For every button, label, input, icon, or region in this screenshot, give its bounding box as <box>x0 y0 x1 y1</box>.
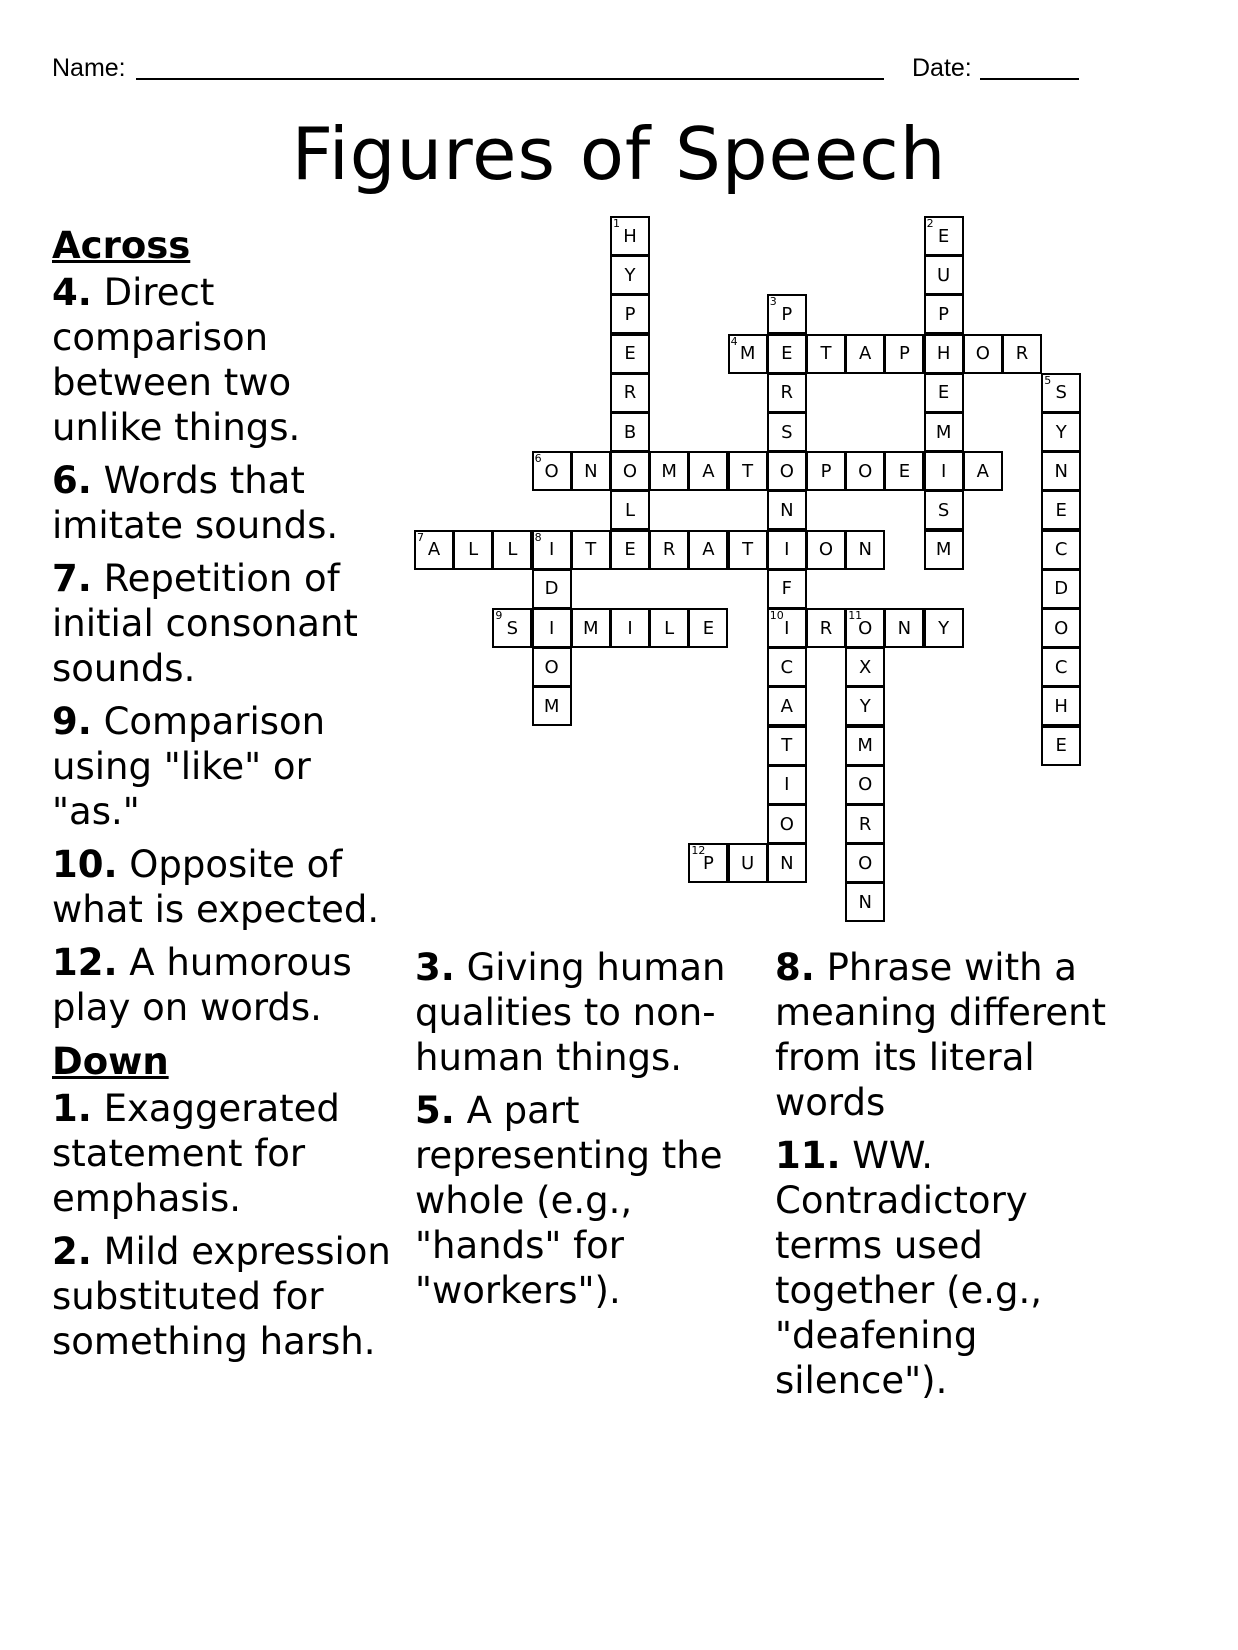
grid-cell[interactable] <box>767 804 807 844</box>
grid-cell[interactable] <box>845 804 885 844</box>
grid-cell[interactable] <box>845 882 885 922</box>
cell-letter: N <box>584 460 598 482</box>
cell-letter: L <box>624 499 636 521</box>
grid-cell[interactable] <box>845 726 885 766</box>
date-label: Date: <box>912 54 972 82</box>
grid-cell[interactable] <box>688 530 728 570</box>
down-clue-list <box>415 945 750 1313</box>
grid-cell[interactable] <box>924 530 964 570</box>
cell-letter: P <box>702 852 714 874</box>
grid-cell[interactable] <box>924 255 964 295</box>
cell-letter: A <box>976 460 989 482</box>
clue-number: 7. <box>52 557 92 600</box>
cell-letter: E <box>702 617 715 639</box>
grid-cell[interactable] <box>767 412 807 452</box>
clue-number: 3. <box>415 946 455 989</box>
clue-number: 1. <box>52 1087 92 1130</box>
grid-cell[interactable] <box>767 726 807 766</box>
cell-letter: O <box>1054 617 1069 639</box>
grid-cell[interactable] <box>845 530 885 570</box>
grid-cell[interactable] <box>649 530 689 570</box>
cell-letter: O <box>858 852 873 874</box>
cell-letter: O <box>858 460 873 482</box>
grid-cell[interactable] <box>610 530 650 570</box>
grid-cell[interactable] <box>845 686 885 726</box>
grid-cell[interactable] <box>1041 490 1081 530</box>
cell-letter: E <box>1055 735 1067 757</box>
cell-letter: M <box>935 421 952 443</box>
grid-cell[interactable] <box>767 294 807 334</box>
clue-text: WW. Contradictory terms used together (e.g., "deafening silence"). <box>775 1134 1043 1402</box>
clue-item <box>52 458 402 548</box>
cell-letter: A <box>780 695 793 717</box>
cell-letter: N <box>780 852 794 874</box>
cell-letter: U <box>937 264 951 286</box>
cell-letter: P <box>938 303 950 325</box>
cell-letter: R <box>819 617 833 639</box>
cell-letter: O <box>779 460 794 482</box>
grid-cell[interactable] <box>845 765 885 805</box>
cell-letter: E <box>937 225 950 247</box>
grid-cell[interactable] <box>924 608 964 648</box>
cell-letter: X <box>859 656 872 678</box>
cell-letter: P <box>898 343 910 365</box>
grid-cell[interactable] <box>924 294 964 334</box>
grid-cell[interactable] <box>610 373 650 413</box>
cell-letter: N <box>1054 460 1068 482</box>
cell-letter: S <box>1055 382 1067 404</box>
cell-letter: Y <box>938 617 950 639</box>
clue-number: 5. <box>415 1089 455 1132</box>
cell-letter: Y <box>1055 421 1067 443</box>
cell-letter: T <box>781 735 793 757</box>
across-heading: Across <box>52 224 191 267</box>
cell-letter: P <box>624 303 636 325</box>
clue-text: Comparison using "like" or "as." <box>52 700 326 833</box>
grid-cell[interactable] <box>924 373 964 413</box>
cell-letter: C <box>1054 539 1068 561</box>
cell-letter: E <box>624 343 636 365</box>
grid-cell[interactable] <box>884 608 924 648</box>
clue-number: 2. <box>52 1230 92 1273</box>
clue-text: Opposite of what is expected. <box>52 843 380 931</box>
grid-cell[interactable] <box>1041 530 1081 570</box>
cell-number: 9 <box>495 609 503 622</box>
cell-letter: T <box>742 539 754 561</box>
cell-letter: D <box>544 578 559 600</box>
cell-letter: P <box>781 303 793 325</box>
cell-letter: L <box>664 617 675 639</box>
cell-letter: O <box>544 460 559 482</box>
cell-letter: S <box>937 499 950 521</box>
grid-cell[interactable] <box>963 451 1003 491</box>
grid-cell[interactable] <box>610 255 650 295</box>
grid-cell[interactable] <box>649 451 689 491</box>
cell-letter: A <box>859 343 872 365</box>
clue-number: 8. <box>775 946 815 989</box>
down-clue-list <box>52 1086 402 1364</box>
grid-cell[interactable] <box>767 569 807 609</box>
cell-number: 8 <box>534 530 542 544</box>
cell-letter: T <box>742 460 754 482</box>
grid-cell[interactable] <box>571 451 611 491</box>
grid-cell[interactable] <box>845 334 885 374</box>
cell-letter: H <box>623 225 637 247</box>
cell-number: 4 <box>730 334 738 348</box>
cell-letter: I <box>784 617 790 639</box>
grid-cell[interactable] <box>610 216 650 256</box>
clue-text: Phrase with a meaning different from its literal words <box>775 946 1107 1124</box>
grid-cell[interactable] <box>845 608 885 648</box>
date-line[interactable] <box>980 78 1079 80</box>
clue-text: Words that imitate sounds. <box>52 459 339 547</box>
cell-letter: L <box>507 539 518 561</box>
clue-item <box>415 945 750 1080</box>
cell-letter: M <box>583 617 599 639</box>
grid-cell[interactable] <box>845 647 885 687</box>
clue-item <box>52 1086 402 1221</box>
cell-letter: M <box>661 460 677 482</box>
cell-letter: B <box>623 421 637 443</box>
cell-letter: A <box>702 539 715 561</box>
cell-letter: E <box>937 382 950 404</box>
grid-cell[interactable] <box>1041 412 1081 452</box>
cell-letter: E <box>624 539 636 561</box>
grid-cell[interactable] <box>1041 373 1081 413</box>
grid-cell[interactable] <box>1041 686 1081 726</box>
grid-cell[interactable] <box>1041 726 1081 766</box>
cell-letter: O <box>622 460 638 482</box>
page-title: Figures of Speech <box>291 112 947 196</box>
clue-item <box>775 945 1125 1125</box>
grid-cell[interactable] <box>767 490 807 530</box>
clue-item <box>52 699 402 834</box>
grid-cell[interactable] <box>688 843 728 883</box>
grid-cell[interactable] <box>767 843 807 883</box>
clue-number: 10. <box>52 843 118 886</box>
cell-letter: O <box>858 774 873 796</box>
grid-cell[interactable] <box>728 451 768 491</box>
cell-letter: N <box>897 617 912 639</box>
clue-item <box>52 556 402 691</box>
grid-cell[interactable] <box>688 608 728 648</box>
clue-text: A part representing the whole (e.g., "hands" for "workers"). <box>415 1089 723 1312</box>
grid-cell[interactable] <box>610 334 650 374</box>
grid-cell[interactable] <box>532 647 572 687</box>
cell-letter: M <box>857 735 873 757</box>
clue-text: A humorous play on words. <box>52 941 352 1029</box>
cell-letter: C <box>780 656 794 678</box>
cell-letter: N <box>858 539 872 561</box>
cell-letter: C <box>1054 656 1068 678</box>
cell-letter: R <box>662 539 676 561</box>
cell-number: 12 <box>691 844 706 858</box>
clue-number: 11. <box>775 1134 841 1177</box>
cell-letter: M <box>935 539 952 561</box>
cell-number: 2 <box>926 217 934 230</box>
clue-text: Direct comparison between two unlike things. <box>52 271 301 449</box>
cell-letter: N <box>858 891 872 913</box>
cell-letter: M <box>739 343 756 365</box>
name-line[interactable] <box>136 78 884 80</box>
grid-cell[interactable] <box>610 490 650 530</box>
grid-cell[interactable] <box>924 490 964 530</box>
cell-letter: O <box>818 539 834 561</box>
down-heading: Down <box>52 1040 169 1083</box>
cell-letter: I <box>548 539 555 561</box>
cell-letter: I <box>784 774 790 796</box>
grid-cell[interactable] <box>845 451 885 491</box>
grid-cell[interactable] <box>1041 451 1081 491</box>
cell-letter: N <box>780 499 794 521</box>
grid-cell[interactable] <box>1041 647 1081 687</box>
grid-cell[interactable] <box>1041 608 1081 648</box>
grid-cell[interactable] <box>1002 334 1042 374</box>
clue-text: Exaggerated statement for emphasis. <box>52 1087 340 1220</box>
grid-cell[interactable] <box>571 530 611 570</box>
grid-cell[interactable] <box>453 530 493 570</box>
cell-letter: O <box>779 813 794 835</box>
cell-number: 6 <box>534 452 542 466</box>
grid-cell[interactable] <box>492 530 532 570</box>
grid-cell[interactable] <box>767 686 807 726</box>
grid-cell[interactable] <box>845 843 885 883</box>
grid-cell[interactable] <box>728 843 768 883</box>
grid-cell[interactable] <box>610 294 650 334</box>
grid-cell[interactable] <box>767 451 807 491</box>
cell-number: 10 <box>769 609 784 622</box>
grid-cell[interactable] <box>924 334 964 374</box>
clue-text: Repetition of initial consonant sounds. <box>52 557 358 690</box>
cell-letter: M <box>543 695 560 717</box>
grid-cell[interactable] <box>610 451 650 491</box>
cell-letter: I <box>548 617 555 639</box>
grid-cell[interactable] <box>571 608 611 648</box>
clue-text: Mild expression substituted for something harsh. <box>52 1230 391 1363</box>
cell-number: 5 <box>1044 373 1052 387</box>
cell-letter: H <box>936 343 951 365</box>
cell-letter: R <box>1015 343 1029 365</box>
grid-cell[interactable] <box>767 530 807 570</box>
grid-cell[interactable] <box>767 608 807 648</box>
grid-cell[interactable] <box>532 451 572 491</box>
grid-cell[interactable] <box>728 530 768 570</box>
grid-cell[interactable] <box>532 530 572 570</box>
grid-cell[interactable] <box>924 216 964 256</box>
clue-number: 4. <box>52 271 92 314</box>
cell-letter: Y <box>859 695 871 717</box>
grid-cell[interactable] <box>532 608 572 648</box>
grid-cell[interactable] <box>1041 569 1081 609</box>
grid-cell[interactable] <box>767 334 807 374</box>
cell-letter: I <box>940 460 947 482</box>
cell-letter: H <box>1054 695 1068 717</box>
clue-item <box>52 1229 402 1364</box>
cell-letter: I <box>627 617 633 639</box>
clue-number: 12. <box>52 941 118 984</box>
cell-letter: R <box>623 382 637 404</box>
cell-letter: P <box>820 460 832 482</box>
cell-letter: A <box>427 539 441 561</box>
cell-letter: E <box>1055 499 1067 521</box>
clue-number: 9. <box>52 700 92 743</box>
cell-letter: R <box>858 813 872 835</box>
grid-cell[interactable] <box>649 608 689 648</box>
cell-letter: T <box>585 539 597 561</box>
down-clue-list <box>775 945 1125 1403</box>
cell-letter: O <box>544 656 559 678</box>
grid-cell[interactable] <box>924 412 964 452</box>
grid-cell[interactable] <box>767 373 807 413</box>
grid-cell[interactable] <box>688 451 728 491</box>
cell-letter: Y <box>624 264 636 286</box>
grid-cell[interactable] <box>610 608 650 648</box>
grid-cell[interactable] <box>532 686 572 726</box>
clues-column-1 <box>52 222 402 1372</box>
name-label: Name: <box>52 54 126 82</box>
grid-cell[interactable] <box>610 412 650 452</box>
grid-cell[interactable] <box>806 608 846 648</box>
grid-cell[interactable] <box>532 569 572 609</box>
cell-letter: O <box>975 343 990 365</box>
clue-item <box>52 940 402 1030</box>
cell-letter: U <box>741 852 755 874</box>
grid-cell[interactable] <box>884 334 924 374</box>
cell-letter: I <box>784 539 790 561</box>
clue-item <box>415 1088 750 1313</box>
grid-cell[interactable] <box>767 765 807 805</box>
grid-cell[interactable] <box>728 334 768 374</box>
grid-cell[interactable] <box>963 334 1003 374</box>
cell-letter: O <box>858 617 873 639</box>
cell-letter: S <box>506 617 519 639</box>
cell-number: 7 <box>417 530 424 544</box>
grid-cell[interactable] <box>924 451 964 491</box>
cell-letter: A <box>702 460 715 482</box>
grid-cell[interactable] <box>492 608 532 648</box>
clue-number: 6. <box>52 459 92 502</box>
cell-letter: S <box>781 421 793 443</box>
cell-letter: F <box>781 578 792 600</box>
clue-text: Giving human qualities to non-human things. <box>415 946 726 1079</box>
clue-item <box>52 270 402 450</box>
grid-cell[interactable] <box>806 451 846 491</box>
grid-cell[interactable] <box>884 451 924 491</box>
cell-letter: E <box>898 460 911 482</box>
grid-cell[interactable] <box>806 334 846 374</box>
cell-number: 11 <box>848 609 863 622</box>
cell-letter: R <box>780 382 794 404</box>
across-clue-list <box>52 270 402 1030</box>
cell-number: 1 <box>613 217 620 230</box>
clues-column-3 <box>775 945 1125 1411</box>
cell-number: 3 <box>769 295 777 309</box>
clues-column-2 <box>415 945 750 1321</box>
grid-cell[interactable] <box>767 647 807 687</box>
cell-letter: L <box>468 539 479 561</box>
clue-item <box>52 842 402 932</box>
cell-letter: T <box>820 343 832 365</box>
clue-item <box>775 1133 1125 1403</box>
grid-cell[interactable] <box>414 530 454 570</box>
cell-letter: E <box>781 343 793 365</box>
cell-letter: D <box>1054 578 1069 600</box>
grid-cell[interactable] <box>806 530 846 570</box>
